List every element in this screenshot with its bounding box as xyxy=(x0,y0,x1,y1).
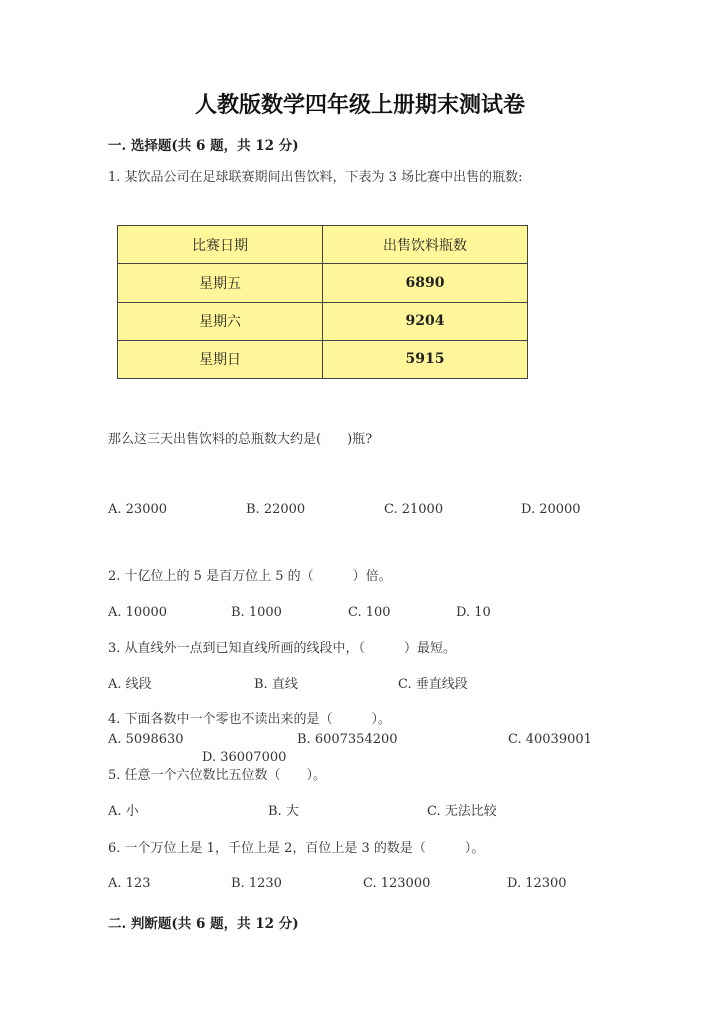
table-header: 出售饮料瓶数 xyxy=(323,226,528,264)
q1-option-a: A. 23000 xyxy=(108,502,168,517)
section-heading-judgement: 二. 判断题(共 6 题，共 12 分) xyxy=(108,916,299,932)
q2-option-a: A. 10000 xyxy=(108,605,168,620)
q2-option-b: B. 1000 xyxy=(231,605,282,620)
q4-option-c: C. 40039001 xyxy=(508,732,592,747)
q4-option-b: B. 6007354200 xyxy=(297,732,398,747)
q5-option-b: B. 大 xyxy=(268,804,299,819)
q1-question: 那么这三天出售饮料的总瓶数大约是( )瓶? xyxy=(108,432,373,447)
table-cell: 9204 xyxy=(323,302,528,340)
table-header: 比赛日期 xyxy=(118,226,323,264)
table-cell: 5915 xyxy=(323,340,528,378)
table-cell: 星期六 xyxy=(118,302,323,340)
q2-option-c: C. 100 xyxy=(348,605,391,620)
q6-option-b: B. 1230 xyxy=(231,876,282,891)
q5-option-a: A. 小 xyxy=(108,804,139,819)
q5-stem: 5. 任意一个六位数比五位数（ ）。 xyxy=(108,768,327,783)
q6-stem: 6. 一个万位上是 1，千位上是 2，百位上是 3 的数是（ ）。 xyxy=(108,841,485,856)
q1-option-c: C. 21000 xyxy=(384,502,444,517)
q6-option-a: A. 123 xyxy=(108,876,151,891)
table-row xyxy=(118,340,528,378)
table-cell: 6890 xyxy=(323,264,528,302)
section-heading-choice: 一. 选择题(共 6 题，共 12 分) xyxy=(108,138,299,154)
page-title: 人教版数学四年级上册期末测试卷 xyxy=(194,93,525,118)
q5-option-c: C. 无法比较 xyxy=(427,804,497,819)
q1-option-b: B. 22000 xyxy=(246,502,306,517)
table-cell: 星期五 xyxy=(118,264,323,302)
q4-option-d: D. 36007000 xyxy=(202,750,287,765)
table-row xyxy=(118,264,528,302)
table-cell: 星期日 xyxy=(118,340,323,378)
q4-option-a: A. 5098630 xyxy=(108,732,184,747)
q3-stem: 3. 从直线外一点到已知直线所画的线段中，（ ）最短。 xyxy=(108,641,457,656)
q3-option-a: A. 线段 xyxy=(108,677,152,692)
q6-option-d: D. 12300 xyxy=(507,876,567,891)
q3-option-c: C. 垂直线段 xyxy=(398,677,468,692)
sales-table xyxy=(117,225,528,379)
q2-option-d: D. 10 xyxy=(456,605,491,620)
q3-option-b: B. 直线 xyxy=(254,677,298,692)
q1-option-d: D. 20000 xyxy=(521,502,581,517)
q1-stem: 1. 某饮品公司在足球联赛期间出售饮料，下表为 3 场比赛中出售的瓶数: xyxy=(108,170,523,185)
q6-option-c: C. 123000 xyxy=(363,876,431,891)
table-header-row xyxy=(118,226,528,264)
q2-stem: 2. 十亿位上的 5 是百万位上 5 的（ ）倍。 xyxy=(108,569,392,584)
q4-stem: 4. 下面各数中一个零也不读出来的是（ ）。 xyxy=(108,712,392,727)
table-row xyxy=(118,302,528,340)
